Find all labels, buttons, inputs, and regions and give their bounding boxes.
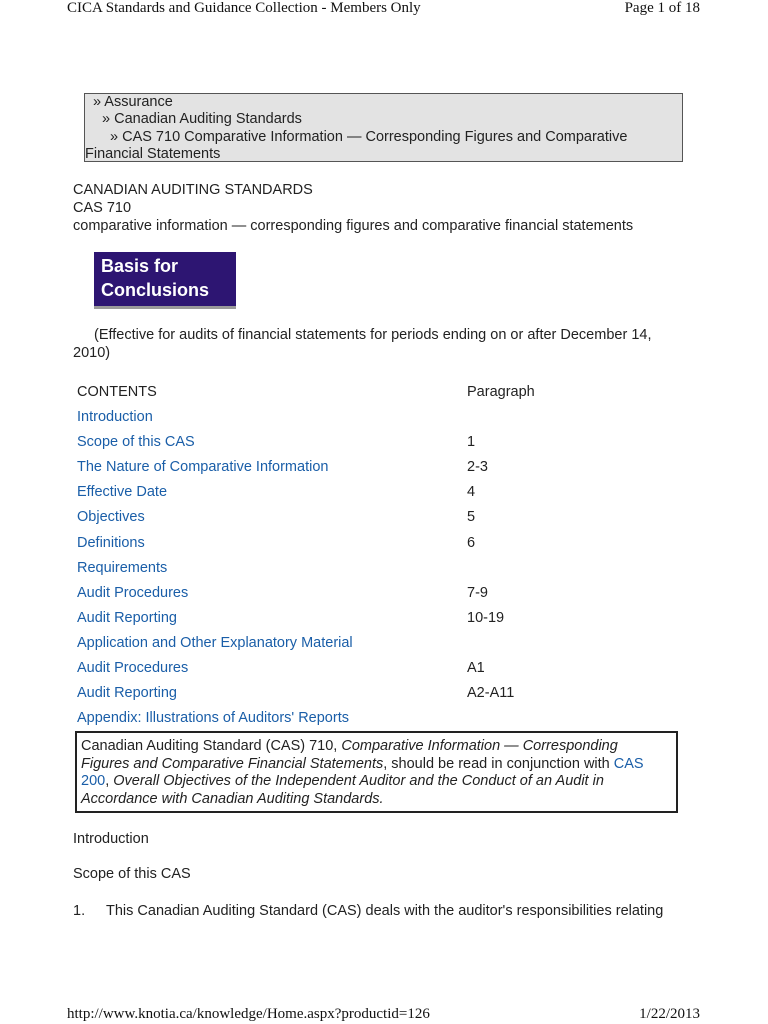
toc-link-introduction[interactable]: Introduction: [77, 409, 153, 426]
badge-line-1: Basis for: [101, 256, 179, 276]
breadcrumb-item-cas-710-continued[interactable]: Financial Statements: [85, 146, 221, 162]
table-row: [77, 457, 677, 482]
toc-link-requirements[interactable]: Requirements: [77, 559, 168, 576]
effective-line-1: (Effective for audits of financial statements for periods ending on or after December 14,: [94, 327, 652, 343]
toc-link-audit-procedures-application[interactable]: Audit Procedures: [77, 660, 189, 677]
table-row: [77, 583, 677, 608]
toc-link-definitions[interactable]: Definitions: [77, 534, 145, 551]
table-row: [77, 482, 677, 507]
table-row: [77, 658, 677, 683]
section-heading-scope: Scope of this CAS: [73, 866, 191, 882]
breadcrumb-item-cas-710[interactable]: » CAS 710 Comparative Information — Corresponding Figures and Comparative: [110, 129, 628, 145]
toc-link-scope[interactable]: Scope of this CAS: [77, 434, 195, 451]
document-heading: [73, 181, 633, 235]
toc-paragraph: 1: [467, 434, 476, 451]
effective-date-note: [73, 326, 693, 362]
toc-paragraph: 4: [467, 484, 476, 501]
section-heading-introduction: Introduction: [73, 831, 149, 847]
contents-header: CONTENTS: [77, 384, 157, 400]
breadcrumb-item-assurance[interactable]: » Assurance: [93, 94, 173, 110]
note-cas-200-title: Overall Objectives of the Independent Auditor and the Conduct of an Audit in Accordance with Canadian Auditing Standards.: [81, 773, 604, 807]
effective-line-2: 2010): [73, 345, 111, 361]
toc-paragraph: 7-9: [467, 584, 488, 601]
reading-note-box: [75, 731, 678, 813]
toc-link-nature[interactable]: The Nature of Comparative Information: [77, 459, 329, 476]
breadcrumb-item-canadian-auditing-standards[interactable]: » Canadian Auditing Standards: [102, 111, 302, 127]
cas-200-link[interactable]: CAS 200: [81, 755, 644, 789]
table-row: [77, 683, 677, 708]
toc-paragraph: 2-3: [467, 459, 488, 476]
table-row: [77, 633, 677, 658]
table-row: [77, 407, 677, 432]
standards-heading: CANADIAN AUDITING STANDARDS: [73, 182, 313, 198]
basis-for-conclusions-button[interactable]: [94, 252, 236, 309]
table-row: [77, 533, 677, 558]
toc-link-application-material[interactable]: Application and Other Explanatory Material: [77, 634, 353, 651]
print-header-title: CICA Standards and Guidance Collection - Members Only: [67, 0, 421, 16]
contents-table: [77, 382, 677, 733]
toc-link-effective-date[interactable]: Effective Date: [77, 484, 168, 501]
paragraph-1-text: This Canadian Auditing Standard (CAS) deals with the auditor's responsibilities relating: [106, 903, 664, 919]
toc-paragraph: 5: [467, 509, 476, 526]
toc-link-objectives[interactable]: Objectives: [77, 509, 145, 526]
print-footer-url: http://www.knotia.ca/knowledge/Home.aspx?productid=126: [67, 1006, 430, 1022]
toc-paragraph: 6: [467, 534, 476, 551]
toc-link-appendix[interactable]: Appendix: Illustrations of Auditors' Reports: [77, 710, 349, 727]
table-row: [77, 432, 677, 457]
print-footer-date: 1/22/2013: [639, 1006, 700, 1022]
note-standard-title: Comparative Information — Corresponding Figures and Comparative Financial Statements: [81, 738, 618, 772]
toc-link-audit-reporting[interactable]: Audit Reporting: [77, 609, 177, 626]
table-row: [77, 708, 677, 733]
paragraph-1-number: 1.: [73, 903, 86, 919]
paragraph-header: Paragraph: [467, 384, 535, 400]
badge-line-2: Conclusions: [101, 280, 210, 300]
table-row: [77, 558, 677, 583]
toc-link-audit-reporting-application[interactable]: Audit Reporting: [77, 685, 177, 702]
contents-header-row: [77, 382, 677, 407]
note-text-1: Canadian Auditing Standard (CAS) 710,: [81, 738, 342, 754]
table-row: [77, 608, 677, 633]
standard-code: CAS 710: [73, 200, 132, 216]
note-text-3: ,: [105, 773, 114, 789]
standard-subtitle: comparative information — corresponding figures and comparative financial statements: [73, 218, 634, 234]
note-text-2: , should be read in conjunction with: [383, 755, 614, 772]
toc-paragraph: A2-A11: [467, 685, 515, 702]
print-header-page-number: Page 1 of 18: [624, 0, 700, 16]
toc-paragraph: 10-19: [467, 609, 505, 626]
toc-link-audit-procedures[interactable]: Audit Procedures: [77, 584, 189, 601]
table-row: [77, 507, 677, 532]
toc-paragraph: A1: [467, 660, 485, 677]
breadcrumb: [84, 93, 683, 162]
